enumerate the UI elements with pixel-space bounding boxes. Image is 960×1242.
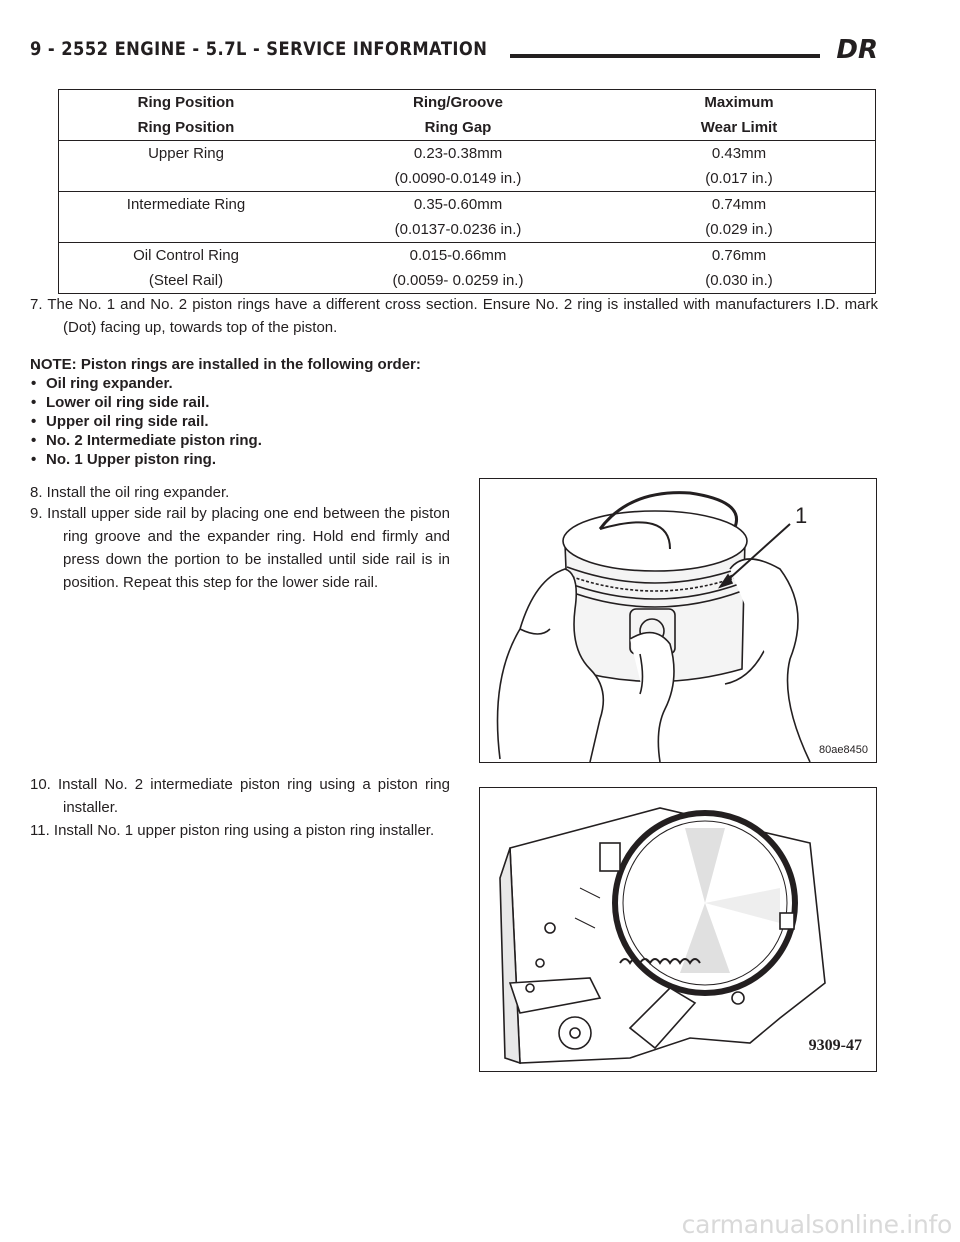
header-cell: Ring Position xyxy=(137,94,235,111)
callout-number: 1 xyxy=(795,503,808,528)
table-cell: Intermediate Ring xyxy=(126,196,246,213)
table-cell: 0.35-0.60mm xyxy=(413,196,503,213)
figure-side-rail-install xyxy=(479,478,877,763)
header-cell: Ring/Groove xyxy=(412,94,503,111)
table-cell: 0.76mm xyxy=(711,247,767,264)
table-cell: (0.0090-0.0149 in.) xyxy=(394,170,522,187)
note-ring-order xyxy=(30,355,878,469)
bullet-icon: • xyxy=(31,413,37,430)
ring-order-list xyxy=(30,374,878,469)
header-cell: Ring Gap xyxy=(424,119,492,136)
table-cell: 0.43mm xyxy=(711,145,767,162)
step-9-text: 9. Install upper side rail by placing one end between the piston ring groove and the expander ring. Hold end firmly and press down the portion to be installed until side rail is in position. Repeat this step for the lower side rail. xyxy=(30,505,450,591)
table-cell: Oil Control Ring xyxy=(133,247,239,264)
list-item xyxy=(30,412,878,431)
list-item xyxy=(30,450,878,469)
step-10-text: 10. Install No. 2 intermediate piston ring using a piston ring installer. xyxy=(30,776,450,816)
table-cell: (0.029 in.) xyxy=(705,221,773,238)
table-cell xyxy=(59,217,314,243)
table-cell: (Steel Rail) xyxy=(148,272,224,289)
figure-code: 80ae8450 xyxy=(819,744,868,756)
header-brand-mark: DR xyxy=(836,35,878,65)
table-cell: (0.017 in.) xyxy=(705,170,773,187)
note-intro: NOTE: Piston rings are installed in the following order: xyxy=(30,356,421,373)
bullet-icon: • xyxy=(31,451,37,468)
table-header xyxy=(59,90,876,141)
step-8-text: 8. Install the oil ring expander. xyxy=(30,484,230,501)
table-row xyxy=(59,243,876,294)
ring-gap-spec-table xyxy=(58,89,876,294)
list-item xyxy=(30,393,878,412)
table-cell: (0.0059- 0.0259 in.) xyxy=(392,272,524,289)
list-item-text: Lower oil ring side rail. xyxy=(46,394,210,411)
list-item xyxy=(30,374,878,393)
step-8 xyxy=(30,481,450,504)
table-row xyxy=(59,192,876,243)
table-cell: (0.030 in.) xyxy=(705,272,773,289)
table-cell: 0.23-0.38mm xyxy=(413,145,503,162)
table-cell: 0.74mm xyxy=(711,196,767,213)
table-cell: Upper Ring xyxy=(148,145,224,162)
table-cell: 0.015-0.66mm xyxy=(409,247,507,264)
list-item-text: No. 1 Upper piston ring. xyxy=(46,451,217,468)
table-row xyxy=(59,141,876,192)
step-11-text: 11. Install No. 1 upper piston ring using a piston ring installer. xyxy=(30,822,435,839)
step-7 xyxy=(30,293,878,339)
list-item-text: Upper oil ring side rail. xyxy=(46,413,209,430)
bullet-icon: • xyxy=(31,375,37,392)
table-header-row xyxy=(59,90,876,116)
step-7-text: 7. The No. 1 and No. 2 piston rings have a different cross section. Ensure No. 2 ring is installed with manufacturers I.D. mark (Dot) facing up, towards top of the piston. xyxy=(30,296,878,336)
bullet-icon: • xyxy=(31,432,37,449)
header-cell: Maximum xyxy=(704,94,774,111)
page-header-title: 9 - 2552 ENGINE - 5.7L - SERVICE INFORMATION xyxy=(30,38,488,60)
list-item-text: No. 2 Intermediate piston ring. xyxy=(46,432,262,449)
site-watermark: carmanualsonline.info xyxy=(681,1210,952,1239)
figure-code: 9309-47 xyxy=(808,1037,862,1054)
list-item-text: Oil ring expander. xyxy=(46,375,173,392)
header-cell: Ring Position xyxy=(137,119,235,136)
list-item xyxy=(30,431,878,450)
figure-ring-installer xyxy=(479,787,877,1072)
step-11 xyxy=(30,819,450,842)
header-cell: Wear Limit xyxy=(700,119,778,136)
bullet-icon: • xyxy=(31,394,37,411)
step-10 xyxy=(30,773,450,819)
table-header-row xyxy=(59,115,876,141)
ring-installer-illustration xyxy=(480,788,876,1071)
step-9 xyxy=(30,502,450,594)
page-header xyxy=(30,35,878,72)
side-rail-illustration xyxy=(480,479,876,762)
table-cell xyxy=(59,166,314,192)
header-rule xyxy=(510,54,820,58)
table-cell: (0.0137-0.0236 in.) xyxy=(394,221,522,238)
